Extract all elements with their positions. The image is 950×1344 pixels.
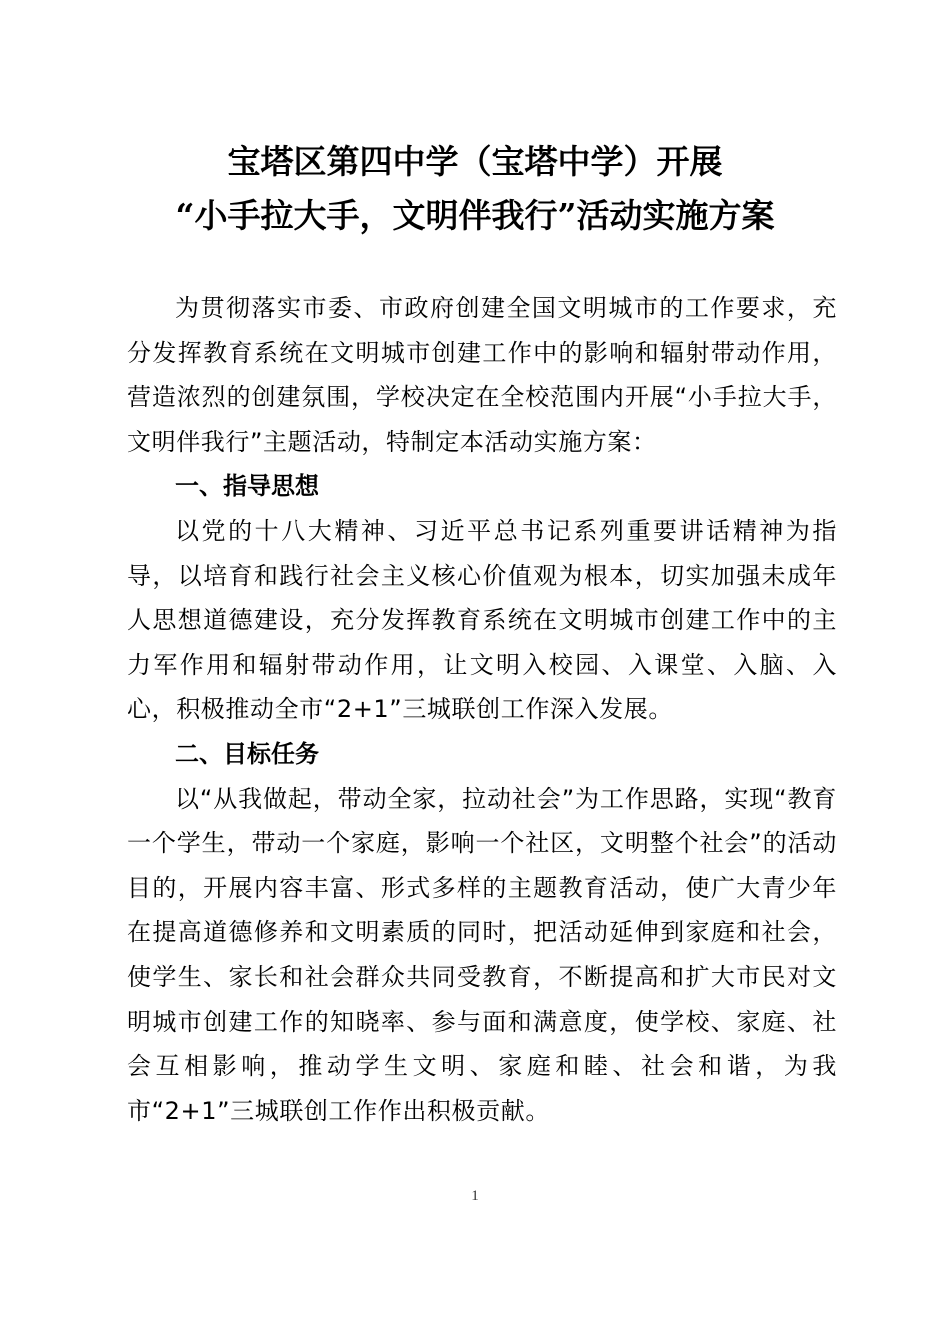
section-body-goals-tasks: 以“从我做起，带动全家，拉动社会”为工作思路，实现“教育一个学生，带动一个家庭，影响一个社区，文明整个社会”的活动目的，开展内容丰富、形式多样的主题教育活动，使广大青少年在提高道德修养和文明素质的同时，把活动延伸到家庭和社会，使学生、家长和社会群众共同受教育，不断提高和扩大市民对文明城市创建工作的知晓率、参与面和满意度，使学校、家庭、社会互相影响，推动学生文明、家庭和睦、社会和谐，为我市“2+1”三城联创工作作出积极贡献。	[127, 784, 837, 1125]
intro-paragraph: 为贯彻落实市委、市政府创建全国文明城市的工作要求，充分发挥教育系统在文明城市创建工作中的影响和辐射带动作用，营造浓烈的创建氛围，学校决定在全校范围内开展“小手拉大手，文明伴我行”主题活动，特制定本活动实施方案：	[127, 294, 837, 456]
section-heading-guiding-ideology: 一、指导思想	[175, 472, 319, 501]
section-body-guiding-ideology: 以党的十八大精神、习近平总书记系列重要讲话精神为指导，以培育和践行社会主义核心价值观为根本，切实加强未成年人思想道德建设，充分发挥教育系统在文明城市创建工作中的主力军作用和辐射带动作用，让文明入校园、入课堂、入脑、入心，积极推动全市“2+1”三城联创工作深入发展。	[127, 516, 837, 724]
page-number: 1	[471, 1188, 479, 1204]
document-title-line-1: 宝塔区第四中学（宝塔中学）开展	[227, 142, 723, 181]
section-heading-goals-tasks: 二、目标任务	[175, 739, 319, 768]
document-body	[127, 286, 837, 1133]
document-title-line-2: “小手拉大手，文明伴我行”活动实施方案	[175, 196, 775, 235]
